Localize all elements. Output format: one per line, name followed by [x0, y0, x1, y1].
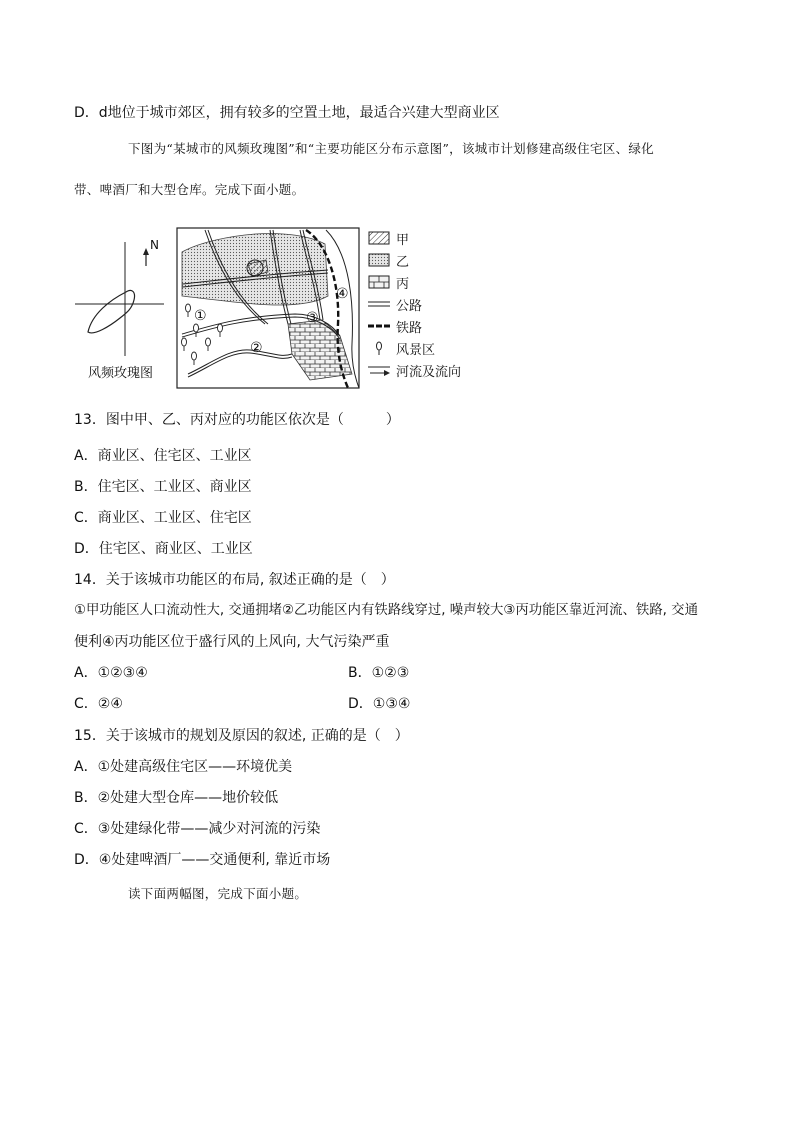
map-marker-3: ③ [306, 310, 319, 326]
q13-option-d: D．住宅区、商业区、工业区 [74, 541, 253, 557]
map-marker-1: ① [194, 308, 207, 324]
q14-option-c: C．②④ [74, 696, 123, 712]
intro-line-2: 带、啤酒厂和大型仓库。完成下面小题。 [74, 182, 305, 197]
next-intro: 读下面两幅图，完成下面小题。 [128, 886, 308, 901]
legend-row-bing: 丙 [368, 272, 409, 292]
q13-option-b: B．住宅区、工业区、商业区 [74, 479, 252, 495]
rose-caption: 风频玫瑰图 [88, 366, 154, 381]
intro-line-1: 下图为“某城市的风频玫瑰图”和“主要功能区分布示意图”，该城市计划修建高级住宅区、绿化 [128, 141, 654, 156]
legend-row-jia: 甲 [368, 228, 409, 248]
q15-option-d: D．④处建啤酒厂——交通便利, 靠近市场 [74, 852, 331, 868]
dotted-square-icon [368, 253, 390, 267]
map-marker-2: ② [250, 340, 263, 356]
q14-statement-2: 便利④丙功能区位于盛行风的上风向, 大气污染严重 [74, 634, 390, 650]
tree-icon [368, 341, 390, 355]
prev-option-d: D．d地位于城市郊区，拥有较多的空置土地，最适合兴建大型商业区 [74, 105, 500, 121]
legend-row-river: 河流及流向 [368, 360, 461, 380]
q15-option-a: A．①处建高级住宅区——环境优美 [74, 759, 293, 775]
q15-stem: 15．关于该城市的规划及原因的叙述, 正确的是（ ） [74, 728, 409, 744]
q14-stem: 14．关于该城市功能区的布局, 叙述正确的是（ ） [74, 572, 395, 588]
q14-option-b: B．①②③ [348, 665, 410, 681]
legend-row-road: 公路 [368, 294, 422, 314]
compass-n-label: N [150, 238, 159, 252]
q14-statement-1: ①甲功能区人口流动性大, 交通拥堵②乙功能区内有铁路线穿过, 噪声较大③丙功能区靠近河流、铁路, 交通 [74, 603, 698, 618]
q14-option-d: D．①③④ [348, 696, 411, 712]
legend-row-yi: 乙 [368, 250, 409, 270]
q15-option-b: B．②处建大型仓库——地价较低 [74, 790, 279, 806]
wind-rose [75, 242, 164, 356]
brick-square-icon [368, 275, 390, 289]
q15-option-c: C．③处建绿化带——减少对河流的污染 [74, 821, 321, 837]
railway-line-icon [368, 319, 390, 333]
q14-option-a: A．①②③④ [74, 665, 148, 681]
legend-row-scenic: 风景区 [368, 338, 435, 358]
q13-stem: 13．图中甲、乙、丙对应的功能区依次是（ ） [74, 412, 400, 428]
q13-option-c: C．商业区、工业区、住宅区 [74, 510, 252, 526]
hatched-square-icon [368, 231, 390, 245]
map-marker-4: ④ [336, 286, 349, 302]
legend-row-railway: 铁路 [368, 316, 422, 336]
river-arrow-icon [368, 363, 390, 377]
road-line-icon [368, 297, 390, 311]
q13-option-a: A．商业区、住宅区、工业区 [74, 448, 252, 464]
